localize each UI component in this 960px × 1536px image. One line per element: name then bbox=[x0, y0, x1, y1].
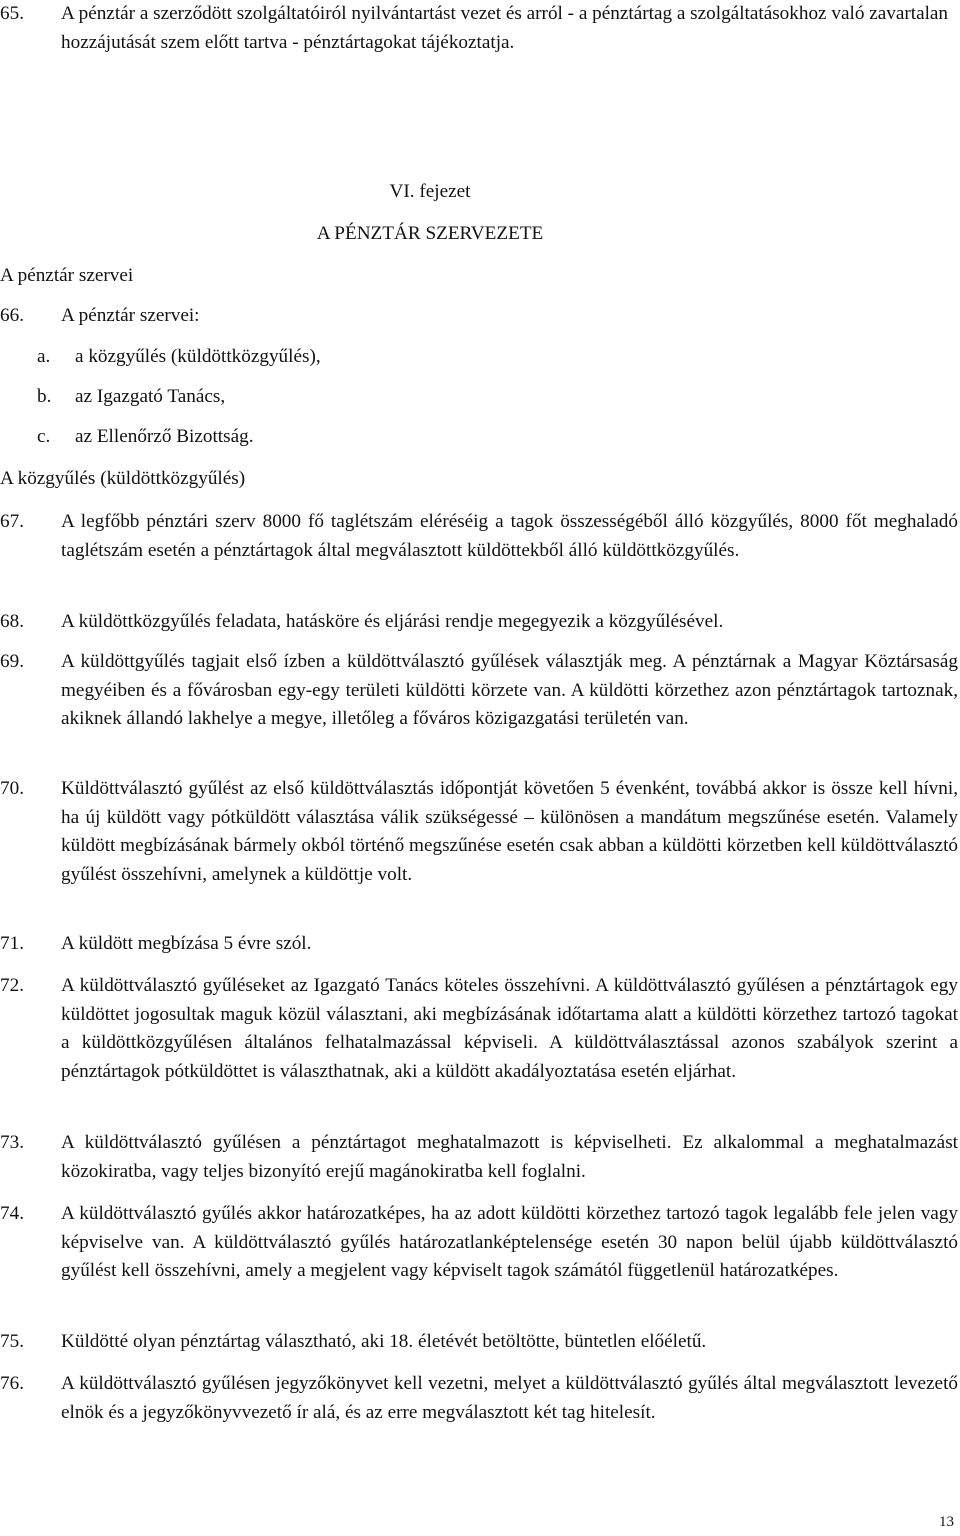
paragraph-number: 72. bbox=[0, 975, 24, 996]
paragraph-70 bbox=[0, 775, 960, 889]
paragraph-number: 65. bbox=[0, 3, 24, 24]
paragraph-76 bbox=[0, 1370, 960, 1427]
paragraph-number: 76. bbox=[0, 1373, 24, 1394]
paragraph-text: A küldöttválasztó gyűlésen jegyzőkönyvet kell vezetni, melyet a küldöttválasztó gyűlés által megválasztott levezető elnök és a jegyzőkönyvvezető ír alá, és az erre megválasztott két tag hitelesít. bbox=[61, 1373, 958, 1423]
list-item-b bbox=[37, 383, 225, 411]
paragraph-text: A küldöttválasztó gyűlésen a pénztártagot meghatalmazott is képviselheti. Ez alkalommal a meghatalmazást közokiratba, vagy teljes bizonyító erejű magánokiratba kell foglalni. bbox=[61, 1132, 958, 1182]
list-letter: c. bbox=[37, 426, 51, 447]
paragraph-number: 68. bbox=[0, 611, 24, 632]
list-item-c bbox=[37, 423, 254, 451]
paragraph-number: 67. bbox=[0, 511, 24, 532]
paragraph-text: A küldött megbízása 5 évre szól. bbox=[61, 933, 312, 954]
list-letter: b. bbox=[37, 386, 52, 407]
paragraph-number: 74. bbox=[0, 1203, 24, 1224]
list-text: az Igazgató Tanács, bbox=[75, 386, 226, 407]
paragraph-text: A pénztár a szerződött szolgáltatóiról nyilvántartást vezet és arról - a pénztártag a szolgáltatásokhoz való zavartalan hozzájutását szem előtt tartva - pénztártagokat tájékoztatja. bbox=[61, 3, 949, 53]
paragraph-text: A küldöttközgyűlés feladata, hatásköre és eljárási rendje megegyezik a közgyűlésével. bbox=[61, 611, 724, 632]
paragraph-number: 75. bbox=[0, 1331, 24, 1352]
section-heading-organs: A pénztár szervei bbox=[0, 265, 134, 286]
paragraph-67 bbox=[0, 508, 960, 565]
paragraph-66 bbox=[0, 302, 200, 330]
paragraph-75 bbox=[0, 1328, 960, 1357]
paragraph-number: 69. bbox=[0, 651, 24, 672]
paragraph-number: 73. bbox=[0, 1132, 24, 1153]
paragraph-text: Küldöttválasztó gyűlést az első küldöttválasztás időpontját követően 5 évenként, továbbá akkor is össze kell hívni, ha új küldött vagy pótküldött választása válik szükségessé – különösen a mandátum megszűnése esetén. Valamely küldött megbízásának bármely okból történő megszűnése esetén csak abban a küldötti körzetben kell küldöttválasztó gyűlést összehívni, amelynek a küldöttje volt. bbox=[61, 778, 958, 885]
paragraph-74 bbox=[0, 1200, 960, 1286]
paragraph-text: A küldöttválasztó gyűlés akkor határozatképes, ha az adott küldötti körzethez tartozó tagok legalább fele jelen vagy képviselve van. A küldöttválasztó gyűlés határozatlanképtelensége esetén 30 napon belül újabb küldöttválasztó gyűlést kell összehívni, amely a megjelent vagy képviselt tagok számától függetlenül határozatképes. bbox=[61, 1203, 958, 1281]
paragraph-text: A legfőbb pénztári szerv 8000 fő taglétszám eléréséig a tagok összességéből álló közgyűlés, 8000 főt meghaladó taglétszám esetén a pénztártagok által megválasztott küldöttekből álló küldöttközgyűlés. bbox=[61, 511, 958, 561]
chapter-title: A PÉNZTÁR SZERVEZETE bbox=[316, 223, 544, 244]
paragraph-text: A pénztár szervei: bbox=[61, 305, 200, 326]
paragraph-number: 66. bbox=[0, 305, 24, 326]
paragraph-number: 71. bbox=[0, 933, 24, 954]
paragraph-number: 70. bbox=[0, 778, 24, 799]
paragraph-text: A küldöttválasztó gyűléseket az Igazgató Tanács köteles összehívni. A küldöttválasztó gyűlésen a pénztártagok egy küldöttet jogosultak maguk közül választani, aki megbízásának időtartama alatt a küldötti körzethez tartozó tagokat a küldöttközgyűlésen általános felhatalmazással képviseli. A küldöttválasztással azonos szabályok szerint a pénztártagok pótküldöttet is választhatnak, aki a küldött akadályoztatása esetén eljárhat. bbox=[61, 975, 958, 1082]
paragraph-72 bbox=[0, 972, 960, 1086]
paragraph-69 bbox=[0, 648, 960, 734]
paragraph-text: Küldötté olyan pénztártag választható, aki 18. életévét betöltötte, büntetlen előéletű. bbox=[61, 1331, 707, 1352]
list-item-a bbox=[37, 343, 321, 371]
paragraph-71 bbox=[0, 930, 960, 959]
list-letter: a. bbox=[37, 346, 51, 367]
paragraph-73 bbox=[0, 1129, 960, 1186]
page-number: 13 bbox=[939, 1514, 954, 1530]
paragraph-65 bbox=[0, 0, 960, 57]
paragraph-68 bbox=[0, 608, 960, 637]
list-text: a közgyűlés (küldöttközgyűlés), bbox=[75, 346, 321, 367]
chapter-label: VI. fejezet bbox=[389, 181, 471, 202]
list-text: az Ellenőrző Bizottság. bbox=[75, 426, 254, 447]
paragraph-text: A küldöttgyűlés tagjait első ízben a küldöttválasztó gyűlések választják meg. A pénztárnak a Magyar Köztársaság megyéiben és a fővárosban egy-egy területi küldötti körzete van. A küldötti körzethez azon pénztártagok tartoznak, akiknek állandó lakhelye a megye, illetőleg a főváros közigazgatási területén van. bbox=[61, 651, 958, 729]
section-heading-assembly: A közgyűlés (küldöttközgyűlés) bbox=[0, 468, 246, 489]
